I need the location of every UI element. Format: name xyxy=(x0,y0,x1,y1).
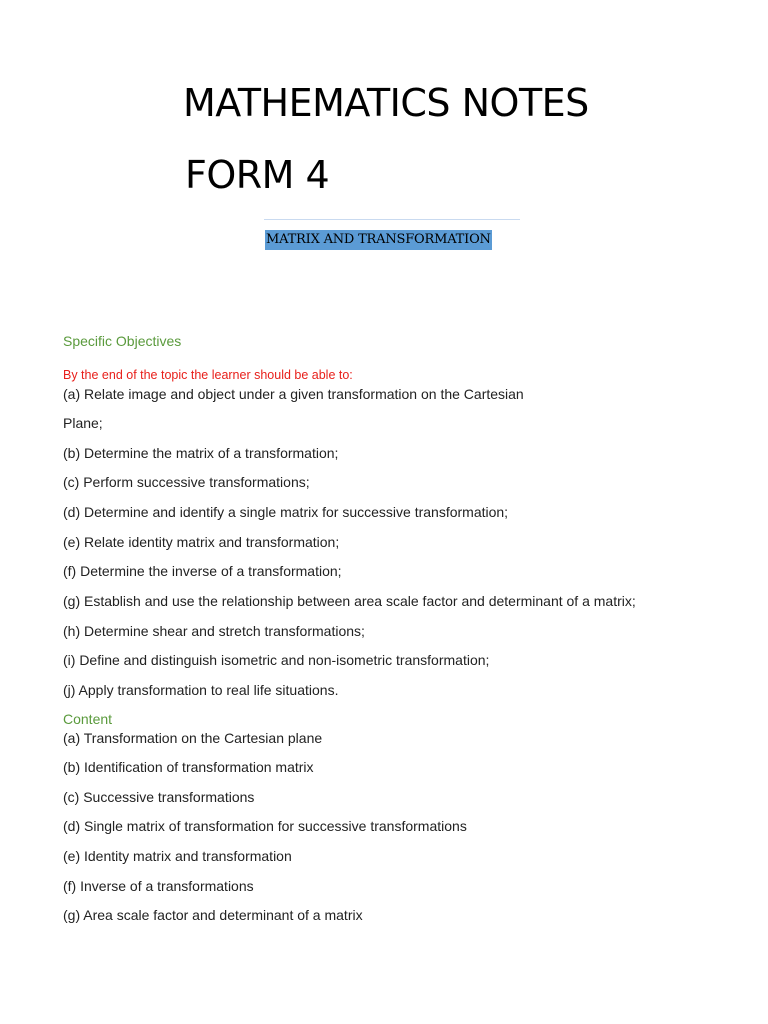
content-item: (d) Single matrix of transformation for successive transformations xyxy=(63,818,467,834)
topic-heading: MATRIX AND TRANSFORMATION xyxy=(265,230,492,250)
content-item: (c) Successive transformations xyxy=(63,789,255,805)
content-item: (f) Inverse of a transformations xyxy=(63,878,254,894)
content-heading: Content xyxy=(63,711,113,727)
objective-item: (c) Perform successive transformations; xyxy=(63,474,310,490)
objective-item: (b) Determine the matrix of a transformation; xyxy=(63,445,339,461)
page-title-line2: FORM 4 xyxy=(185,153,330,197)
objective-item: (j) Apply transformation to real life situations. xyxy=(63,682,339,698)
objective-item: (h) Determine shear and stretch transformations; xyxy=(63,623,365,639)
objectives-heading: Specific Objectives xyxy=(63,333,182,349)
objectives-intro: By the end of the topic the learner should be able to: xyxy=(63,368,353,382)
topic-divider xyxy=(264,219,520,220)
objective-item: (g) Establish and use the relationship between area scale factor and determinant of a matrix; xyxy=(63,593,636,609)
objective-item: Plane; xyxy=(63,415,103,431)
objective-item: (d) Determine and identify a single matrix for successive transformation; xyxy=(63,504,509,520)
content-item: (e) Identity matrix and transformation xyxy=(63,848,292,864)
content-item: (g) Area scale factor and determinant of a matrix xyxy=(63,907,363,923)
objective-item: (a) Relate image and object under a given transformation on the Cartesian xyxy=(63,386,524,402)
page-title-line1: MATHEMATICS NOTES xyxy=(183,81,589,125)
topic-heading-block xyxy=(264,219,520,251)
content-item: (a) Transformation on the Cartesian plane xyxy=(63,730,323,746)
objective-item: (e) Relate identity matrix and transformation; xyxy=(63,534,340,550)
objective-item: (f) Determine the inverse of a transformation; xyxy=(63,563,342,579)
content-item: (b) Identification of transformation matrix xyxy=(63,759,314,775)
objective-item: (i) Define and distinguish isometric and non-isometric transformation; xyxy=(63,652,490,668)
